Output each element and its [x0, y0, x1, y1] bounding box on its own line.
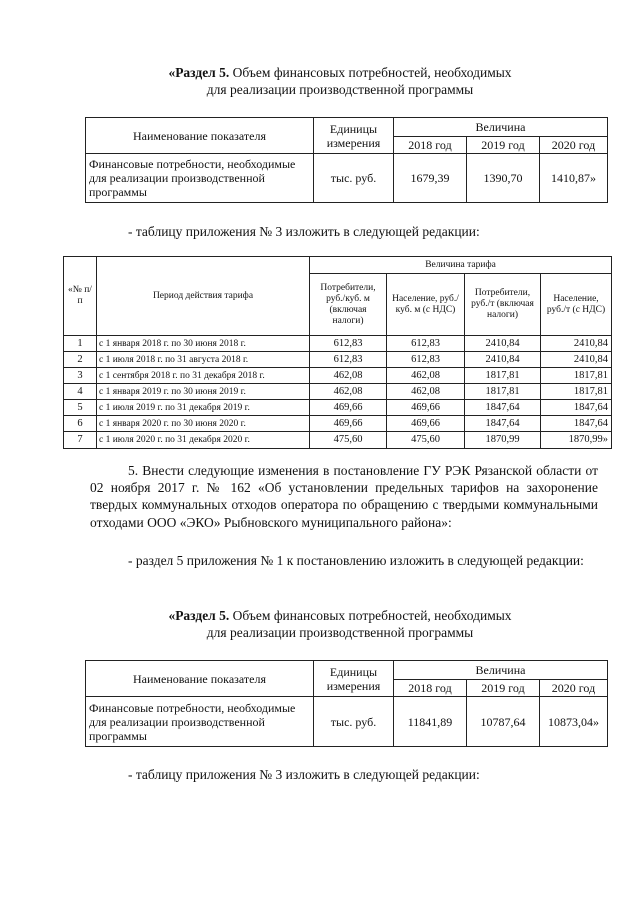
row-v1: 612,83 [310, 336, 387, 352]
row-v1: 469,66 [310, 416, 387, 432]
row-num: 3 [64, 368, 97, 384]
note-2: - таблицу приложения № 3 изложить в следующей редакции: [128, 767, 480, 782]
table-row [64, 352, 612, 368]
t3-year-2020: 2020 год [540, 680, 608, 697]
t2-header-tariff: Величина тарифа [310, 257, 612, 274]
section2-heading-rest: Объем финансовых потребностей, необходимых [232, 608, 512, 623]
row-v2: 612,83 [387, 336, 465, 352]
table-row [64, 400, 612, 416]
t3-value-2020: 10873,04» [540, 697, 608, 747]
t1-row-name: Финансовые потребности, необходимые для реализации производственной программы [86, 154, 314, 203]
row-v2: 469,66 [387, 416, 465, 432]
table-row [64, 416, 612, 432]
t1-header-units: Единицы измерения [314, 118, 394, 154]
row-v3: 2410,84 [465, 336, 541, 352]
table-row [64, 336, 612, 352]
row-num: 4 [64, 384, 97, 400]
row-period: с 1 июля 2019 г. по 31 декабря 2019 г. [97, 400, 310, 416]
paragraph-5-sub: - раздел 5 приложения № 1 к постановлению изложить в следующей редакции: [128, 553, 584, 568]
t1-row-units: тыс. руб. [314, 154, 394, 203]
row-v1: 612,83 [310, 352, 387, 368]
financial-needs-table-2 [85, 660, 608, 747]
section2-heading-bold: «Раздел 5. [168, 608, 230, 623]
row-num: 5 [64, 400, 97, 416]
row-v2: 612,83 [387, 352, 465, 368]
table-row [64, 368, 612, 384]
t3-value-2018: 11841,89 [394, 697, 467, 747]
t3-row-name: Финансовые потребности, необходимые для реализации производственной программы [86, 697, 314, 747]
row-v3: 1870,99 [465, 432, 541, 449]
t2-subheader-1: Потребители, руб./куб. м (включая налоги) [310, 274, 387, 336]
t3-year-2019: 2019 год [467, 680, 540, 697]
table-row [64, 432, 612, 449]
t1-year-2018: 2018 год [394, 137, 467, 154]
t1-year-2020: 2020 год [540, 137, 608, 154]
t1-header-value: Величина [394, 118, 608, 137]
row-v4: 1847,64 [541, 400, 612, 416]
t2-header-num: «№ п/п [64, 257, 97, 336]
t2-subheader-4: Население, руб./т (с НДС) [541, 274, 612, 336]
section2-heading [90, 607, 590, 641]
row-v3: 1817,81 [465, 368, 541, 384]
row-v2: 475,60 [387, 432, 465, 449]
row-v4: 1817,81 [541, 384, 612, 400]
t1-value-2018: 1679,39 [394, 154, 467, 203]
row-period: с 1 января 2018 г. по 30 июня 2018 г. [97, 336, 310, 352]
section1-heading-line2: для реализации производственной программы [206, 82, 474, 97]
row-v2: 469,66 [387, 400, 465, 416]
t1-value-2020: 1410,87» [540, 154, 608, 203]
row-v4: 1870,99» [541, 432, 612, 449]
t2-subheader-3: Потребители, руб./т (включая налоги) [465, 274, 541, 336]
section1-heading-bold: «Раздел 5. [168, 65, 230, 80]
row-period: с 1 июля 2018 г. по 31 августа 2018 г. [97, 352, 310, 368]
row-v4: 1817,81 [541, 368, 612, 384]
table-row [64, 384, 612, 400]
row-v4: 2410,84 [541, 352, 612, 368]
t1-year-2019: 2019 год [467, 137, 540, 154]
t3-header-name: Наименование показателя [86, 661, 314, 697]
row-num: 2 [64, 352, 97, 368]
row-period: с 1 января 2019 г. по 30 июня 2019 г. [97, 384, 310, 400]
row-v1: 469,66 [310, 400, 387, 416]
row-v4: 1847,64 [541, 416, 612, 432]
t1-value-2019: 1390,70 [467, 154, 540, 203]
t1-header-name: Наименование показателя [86, 118, 314, 154]
row-v3: 1847,64 [465, 416, 541, 432]
t3-value-2019: 10787,64 [467, 697, 540, 747]
row-v2: 462,08 [387, 384, 465, 400]
t3-header-units: Единицы измерения [314, 661, 394, 697]
t2-subheader-2: Население, руб./куб. м (с НДС) [387, 274, 465, 336]
tariff-table [63, 256, 612, 449]
section1-heading-rest: Объем финансовых потребностей, необходимых [232, 65, 512, 80]
t3-row-units: тыс. руб. [314, 697, 394, 747]
row-period: с 1 июля 2020 г. по 31 декабря 2020 г. [97, 432, 310, 449]
t3-year-2018: 2018 год [394, 680, 467, 697]
section2-heading-line2: для реализации производственной программы [206, 625, 474, 640]
t2-header-period: Период действия тарифа [97, 257, 310, 336]
row-v3: 1847,64 [465, 400, 541, 416]
row-v1: 475,60 [310, 432, 387, 449]
row-period: с 1 января 2020 г. по 30 июня 2020 г. [97, 416, 310, 432]
row-v3: 1817,81 [465, 384, 541, 400]
row-period: с 1 сентября 2018 г. по 31 декабря 2018 г. [97, 368, 310, 384]
t3-header-value: Величина [394, 661, 608, 680]
row-num: 6 [64, 416, 97, 432]
row-v2: 462,08 [387, 368, 465, 384]
section1-heading [90, 64, 590, 98]
paragraph-5: 5. Внести следующие изменения в постановление ГУ РЭК Рязанской области от 02 ноября 2017 г. № 162 «Об установлении предельных тарифов на захоронение твердых коммунальных отходов оператора по обращению с твердыми коммунальными отходами ООО «ЭКО» Рыбновского муниципального района»: [90, 463, 598, 530]
row-num: 7 [64, 432, 97, 449]
financial-needs-table-1 [85, 117, 608, 203]
row-v3: 2410,84 [465, 352, 541, 368]
row-v1: 462,08 [310, 368, 387, 384]
note-1: - таблицу приложения № 3 изложить в следующей редакции: [128, 224, 480, 239]
row-v1: 462,08 [310, 384, 387, 400]
row-v4: 2410,84 [541, 336, 612, 352]
row-num: 1 [64, 336, 97, 352]
